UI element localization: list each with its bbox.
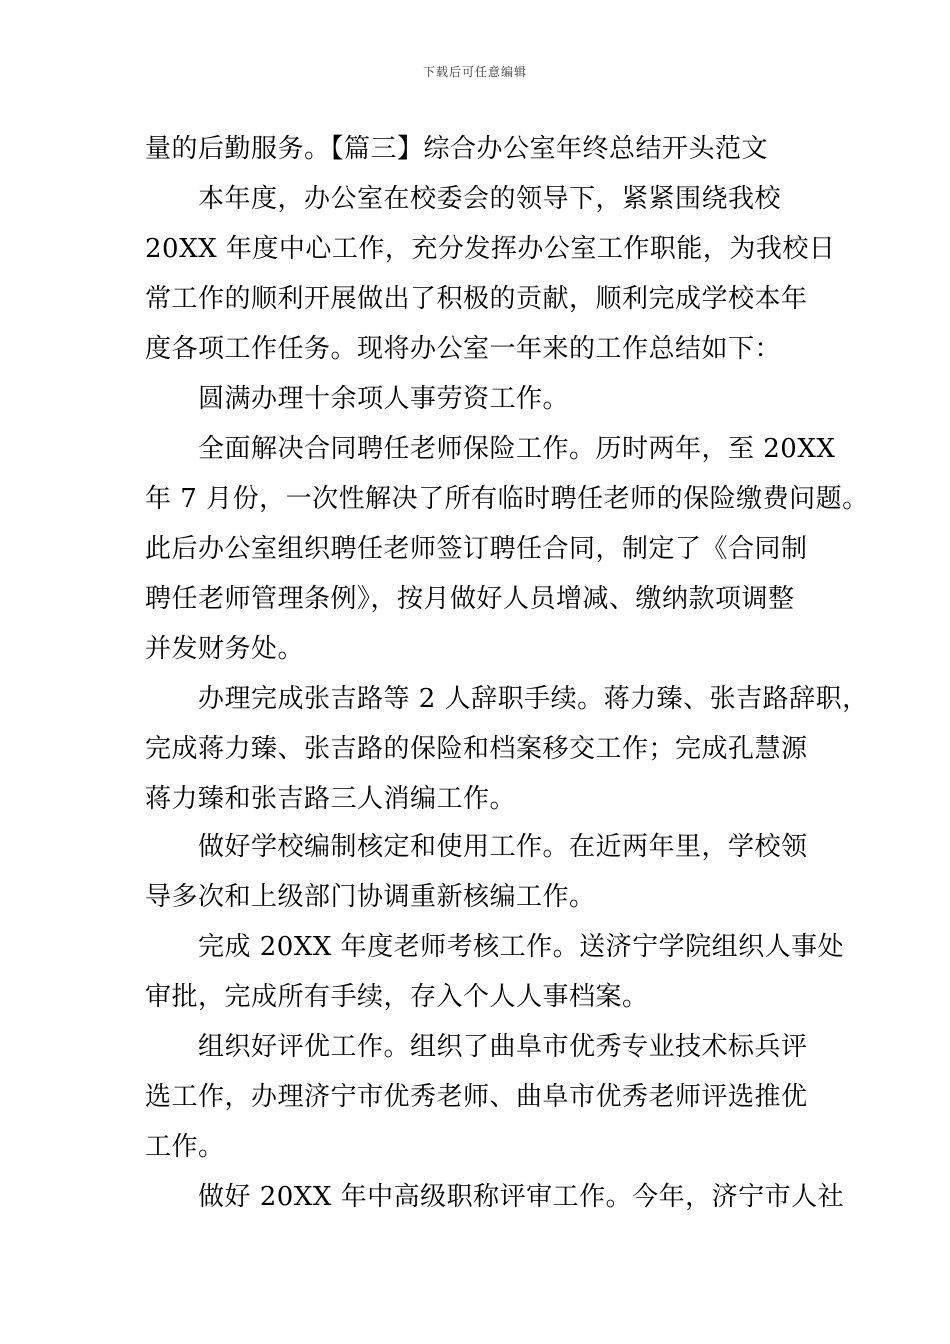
text-line: 办理完成张吉路等 2 人辞职手续。蒋力臻、张吉路辞职，: [198, 684, 869, 714]
text-line: 工作。: [145, 1132, 225, 1162]
text-line: 做好学校编制核定和使用工作。在近两年里，学校领: [198, 832, 808, 862]
text-line: 全面解决合同聘任老师保险工作。历时两年，至 20XX: [198, 434, 836, 464]
text-line: 年 7 月份，一次性解决了所有临时聘任老师的保险缴费问题。: [145, 484, 869, 514]
text-line: 常工作的顺利开展做出了积极的贡献，顺利完成学校本年: [145, 284, 808, 314]
text-line: 组织好评优工作。组织了曲阜市优秀专业技术标兵评: [198, 1032, 808, 1062]
text-line: 20XX 年度中心工作，充分发挥办公室工作职能，为我校日: [145, 234, 836, 264]
text-line: 聘任老师管理条例》，按月做好人员增减、缴纳款项调整: [145, 584, 795, 614]
text-line: 完成蒋力臻、张吉路的保险和档案移交工作；完成孔慧源: [145, 734, 808, 764]
text-line: 本年度，办公室在校委会的领导下，紧紧围绕我校: [198, 184, 782, 214]
text-line: 蒋力臻和张吉路三人消编工作。: [145, 784, 517, 814]
text-line: 此后办公室组织聘任老师签订聘任合同，制定了《合同制: [145, 534, 808, 564]
text-line: 完成 20XX 年度老师考核工作。送济宁学院组织人事处: [198, 932, 845, 962]
text-line: 圆满办理十余项人事劳资工作。: [198, 384, 570, 414]
text-line: 量的后勤服务。【篇三】综合办公室年终总结开头范文: [145, 134, 769, 164]
text-line: 选工作，办理济宁市优秀老师、曲阜市优秀老师评选推优: [145, 1082, 808, 1112]
text-line: 做好 20XX 年中高级职称评审工作。今年，济宁市人社: [198, 1182, 845, 1212]
text-line: 并发财务处。: [145, 634, 305, 664]
page-header: 下载后可任意编辑: [422, 65, 527, 79]
text-line: 审批，完成所有手续，存入个人人事档案。: [145, 982, 649, 1012]
text-line: 度各项工作任务。现将办公室一年来的工作总结如下：: [145, 334, 782, 364]
text-line: 导多次和上级部门协调重新核编工作。: [145, 882, 596, 912]
